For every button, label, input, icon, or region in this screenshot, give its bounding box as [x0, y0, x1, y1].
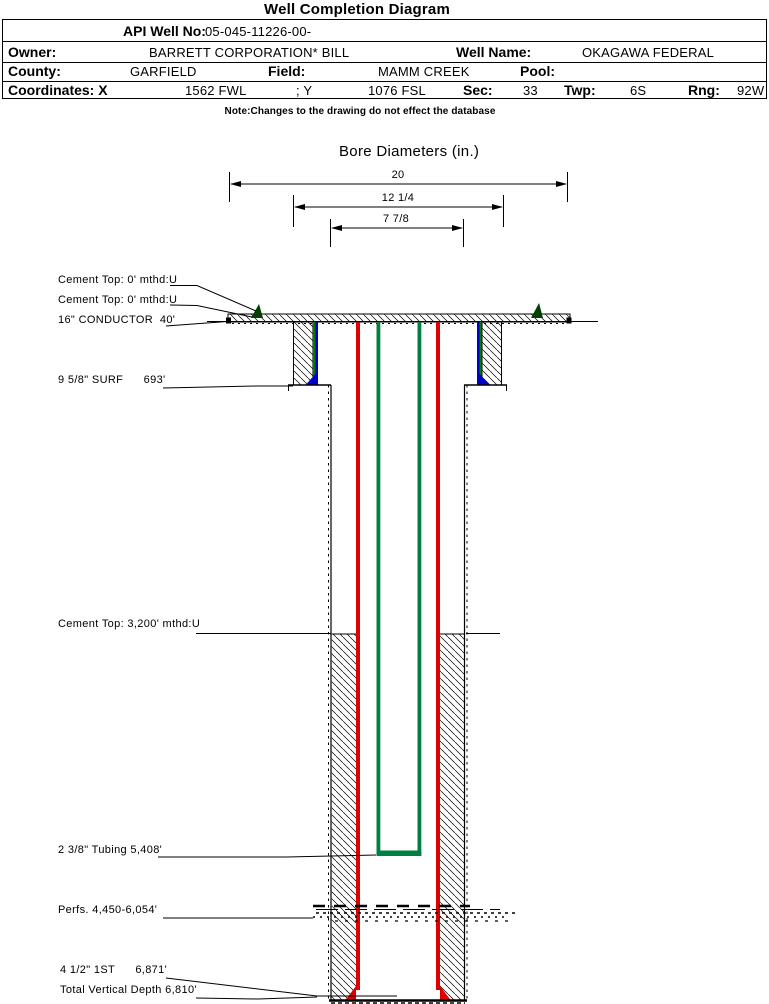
tubing-label: 2 3/8" Tubing 5,408'	[58, 844, 163, 856]
cement-top-marker-left	[251, 304, 263, 318]
leader-tvd	[196, 997, 317, 999]
leader-lines	[158, 286, 397, 1000]
leader-conductor	[166, 322, 227, 327]
well-name-label: Well Name:	[456, 44, 532, 60]
rng-label: Rng:	[688, 82, 720, 98]
cement-top-0-label-2: Cement Top: 0' mthd:U	[58, 294, 178, 306]
note-text: Note:Changes to the drawing do not effect the database	[224, 106, 496, 117]
sec-label: Sec:	[463, 82, 493, 98]
owner-label: Owner:	[8, 44, 57, 60]
twp-value: 6S	[630, 83, 647, 98]
coordinate-x-value: 1562 FWL	[185, 83, 247, 98]
api-well-no-label: API Well No:	[123, 23, 206, 39]
twp-label: Twp:	[564, 82, 596, 98]
rng-value: 92W	[737, 83, 765, 98]
leader-cement-top-1	[170, 286, 256, 312]
production-cement-right	[440, 634, 465, 1001]
api-well-no-value: 05-045-11226-00-	[205, 24, 312, 39]
leader-production-casing	[166, 978, 397, 996]
production-casing-right	[436, 322, 440, 990]
surface-cement-left	[294, 322, 314, 385]
production-cement-left	[332, 634, 356, 1001]
tubing-right	[418, 322, 422, 856]
surface-casing-label: 9 5/8" SURF 693'	[58, 374, 166, 386]
field-label: Field:	[268, 63, 306, 79]
dim-label-12-1-4: 12 1/4	[381, 192, 415, 204]
coordinate-y-value: 1076 FSL	[368, 83, 426, 98]
dimension-7-7-8	[331, 219, 464, 247]
conductor-label: 16" CONDUCTOR 40'	[58, 314, 176, 326]
conductor-stub-right	[567, 318, 572, 324]
dimension-20	[230, 172, 568, 202]
surface-cement-right	[482, 322, 502, 385]
tubing-left	[377, 322, 381, 856]
page-title: Well Completion Diagram	[263, 1, 450, 18]
coordinate-y-label: ; Y	[296, 83, 313, 98]
dimension-12-1-4	[294, 195, 504, 227]
sec-value: 33	[523, 83, 538, 98]
production-casing-label: 4 1/2" 1ST 6,871'	[60, 964, 168, 976]
conductor-stub-left	[226, 318, 231, 324]
production-casing-left	[356, 322, 360, 990]
conductor-flange	[228, 314, 570, 322]
pool-label: Pool:	[520, 63, 555, 79]
cement-top-marker-right	[531, 303, 543, 318]
field-value: MAMM CREEK	[378, 64, 470, 79]
cement-top-3200-label: Cement Top: 3,200' mthd:U	[58, 618, 201, 630]
perfs-label: Perfs. 4,450-6,054'	[58, 904, 158, 916]
dim-label-20: 20	[391, 169, 405, 181]
county-value: GARFIELD	[130, 64, 197, 79]
owner-value: BARRETT CORPORATION* BILL	[149, 45, 350, 60]
bore-diameters-heading: Bore Diameters (in.)	[339, 143, 480, 160]
tubing-bottom	[377, 851, 422, 857]
well-name-value: OKAGAWA FEDERAL	[582, 45, 715, 60]
total-vertical-depth-label: Total Vertical Depth 6,810'	[60, 984, 197, 996]
dim-label-7-7-8: 7 7/8	[383, 213, 409, 225]
county-label: County:	[8, 63, 61, 79]
coordinates-label: Coordinates: X	[8, 82, 108, 98]
cement-top-0-label-1: Cement Top: 0' mthd:U	[58, 274, 178, 286]
leader-surface-casing	[163, 386, 293, 388]
